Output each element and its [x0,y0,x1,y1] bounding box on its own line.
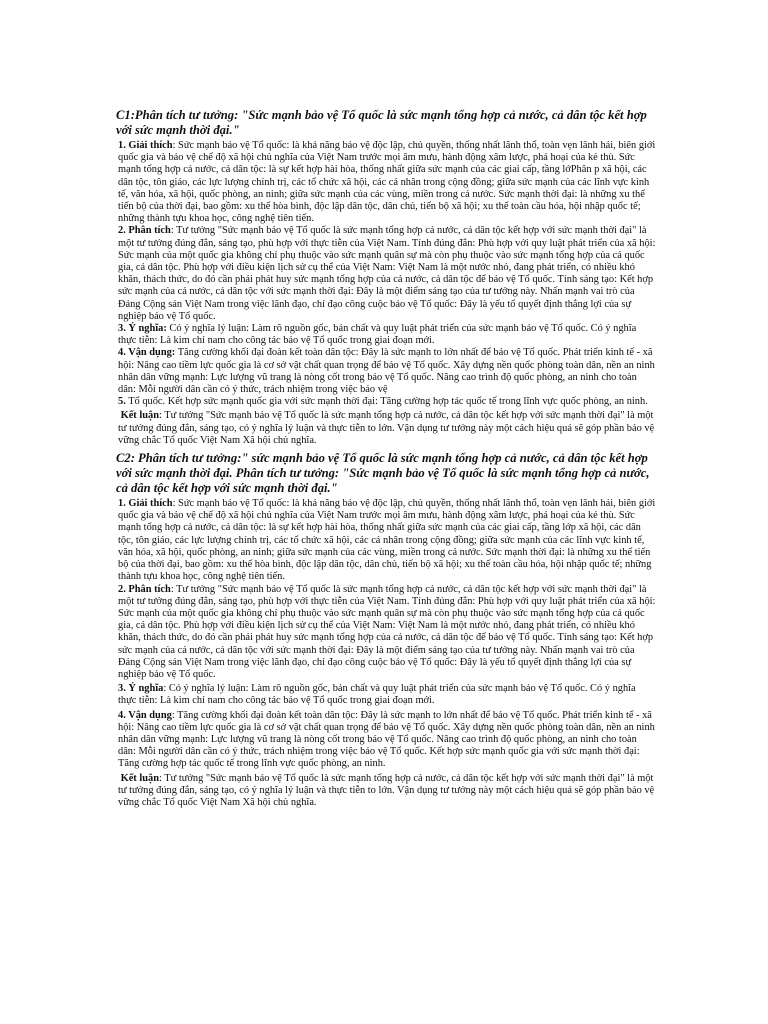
document-page [116,108,656,809]
paragraph-lead: 3. Ý nghĩa [118,683,164,695]
paragraph-point-5 [118,396,656,408]
paragraph-text: : Tư tưởng "Sức mạnh bảo vệ Tổ quốc là sức mạnh tổng hợp cả nước, cả dân tộc kết hợp với sức mạnh thời đại" là một tư tưởng đúng đắn, sáng tạo, có ý nghĩa lý luận và thực tiễn to lớn. Vận dụng tư tưởng này một cách hiệu quả sẽ góp phần bảo vệ vững chắc Tổ quốc Việt Nam Xã hội chủ nghĩa. [118,772,655,808]
section-heading: C1:Phân tích tư tưởng: "Sức mạnh bảo vệ Tổ quốc là sức mạnh tổng hợp cả nước, cả dân tộc kết hợp với sức mạnh thời đại." [116,108,647,137]
paragraph-application [118,710,656,771]
paragraph-lead: 2. Phân tích [118,583,171,595]
paragraph-text: : Tư tưởng "Sức mạnh bảo vệ Tổ quốc là sức mạnh tổng hợp cả nước, cả dân tộc kết hợp với sức mạnh thời đại" là một tư tưởng đúng đắn, sáng tạo, phù hợp với thực tiễn của Việt Nam. Tính đúng đắn: Phù hợp với quy luật phát triển của xã hội: Sức mạnh của một quốc gia không chỉ phụ thuộc vào sức mạnh quân sự mà còn phụ thuộc vào sức mạnh tổng hợp của cả quốc gia, cả dân tộc. Phù hợp với điều kiện lịch sử cụ thể của Việt Nam: Việt Nam là một nước nhỏ, đang phát triển, có nhiều khó khăn, thách thức, do đó cần phải phát huy sức mạnh tổng hợp của cả nước, cả dân tộc để bảo vệ Tổ quốc. Tính sáng tạo: Kết hợp sức mạnh của cả nước, cả dân tộc với sức mạnh thời đại: Đây là một điểm sáng tạo của tư tưởng này. Nhấn mạnh vai trò của Đảng Cộng sản Việt Nam trong việc lãnh đạo, chỉ đạo công cuộc bảo vệ Tổ quốc: Đây là yếu tố quyết định thắng lợi của sự nghiệp bảo vệ Tổ quốc. [118,225,656,322]
paragraph-lead: Kết luận [120,772,160,784]
paragraph-explanation [118,140,656,225]
paragraph-lead: 1. Giải thích [118,140,173,151]
paragraph-lead: 3. Ý nghĩa: [118,323,167,335]
paragraph-application [118,347,656,396]
paragraph-text: Có ý nghĩa lý luận: Làm rõ nguồn gốc, bản chất và quy luật phát triển của sức mạnh bảo vệ Tổ quốc. Có ý nghĩa thực tiễn: Là kim chỉ nam cho công tác bảo vệ Tổ quốc trong giai đoạn mới. [118,323,637,347]
paragraph-conclusion [118,410,656,447]
paragraph-analysis [118,225,656,323]
paragraph-text: : Tư tưởng "Sức mạnh bảo vệ Tổ quốc là sức mạnh tổng hợp cả nước, cả dân tộc kết hợp với sức mạnh thời đại" là một tư tưởng đúng đắn, sáng tạo, có ý nghĩa lý luận và thực tiễn to lớn. Vận dụng tư tưởng này một cách hiệu quả sẽ góp phần bảo vệ vững chắc Tổ quốc Việt Nam Xã hội chủ nghĩa. [118,410,655,446]
paragraph-lead: 4. Vận dụng: [118,347,176,359]
paragraph-text: Tổ quốc. Kết hợp sức mạnh quốc gia với sức mạnh thời đại: Tăng cường hợp tác quốc tế trong lĩnh vực quốc phòng, an ninh. [125,396,648,408]
paragraph-lead: 4. Vận dụng [118,709,172,721]
paragraph-conclusion [118,773,656,810]
paragraph-text: Tăng cường khối đại đoàn kết toàn dân tộc: Đây là sức mạnh to lớn nhất để bảo vệ Tổ quốc. Phát triển kinh tế - xã hội: Nâng cao tiềm lực quốc gia là cơ sở vật chất quan trọng để bảo vệ Tổ quốc. Xây dựng nền quốc phòng toàn dân, nền an ninh nhân dân vững mạnh: Lực lượng vũ trang là nòng cốt trong bảo vệ Tổ quốc. Nâng cao trình độ quốc phòng, an ninh cho toàn dân: Mỗi người dân cần có ý thức, trách nhiệm trong việc bảo vệ [118,347,655,396]
paragraph-lead: Kết luận [120,410,160,422]
paragraph-explanation [118,498,656,583]
section-c2 [116,451,656,809]
paragraph-lead: 2. Phân tích [118,225,171,237]
section-heading: C2: Phân tích tư tưởng:" sức mạnh bảo vệ Tổ quốc là sức mạnh tổng hợp cả nước, cả dân tộc kết hợp với sức mạnh thời đại. Phân tích tư tưởng: "Sức mạnh bảo vệ Tổ quốc là sức mạnh tổng hợp cả nước, cả dân tộc kết hợp với sức mạnh thời đại." [116,451,650,496]
paragraph-meaning [118,323,656,347]
paragraph-text: : Sức mạnh bảo vệ Tổ quốc: là khả năng bảo vệ độc lập, chủ quyền, thống nhất lãnh thổ, toàn vẹn lãnh hải, biên giới quốc gia và bảo vệ chế độ xã hội chủ nghĩa của Việt Nam trước mọi âm mưu, hành động xâm lược, phá hoại của kẻ thù. Sức mạnh tổng hợp cả nước, cả dân tộc: là sự kết hợp hài hòa, thống nhất giữa sức mạnh của các giai cấp, tầng lớp xã hội, các dân tộc, tôn giáo, các lực lượng chính trị, các tổ chức xã hội, các cá nhân trong cộng đồng; giữa sức mạnh của các lĩnh vực kinh tế, văn hóa, xã hội, quốc phòng, an ninh; giữa sức mạnh của các vùng, miền trong cả nước. Sức mạnh thời đại: là những xu thế tiến bộ của thời đại, bao gồm: xu thế hòa bình, độc lập dân tộc, dân chủ, tiến bộ xã hội; xu thế toàn cầu hóa, hội nhập quốc tế; những thành tựu khoa học, công nghệ tiên tiến. [118,498,656,583]
paragraph-text: : Có ý nghĩa lý luận: Làm rõ nguồn gốc, bản chất và quy luật phát triển của sức mạnh bảo vệ Tổ quốc. Có ý nghĩa thực tiễn: Là kim chỉ nam cho công tác bảo vệ Tổ quốc trong giai đoạn mới. [118,683,636,707]
paragraph-text: : Sức mạnh bảo vệ Tổ quốc: là khả năng bảo vệ độc lập, chủ quyền, thống nhất lãnh thổ, toàn vẹn lãnh hải, biên giới quốc gia và bảo vệ chế độ xã hội chủ nghĩa của Việt Nam trước mọi âm mưu, hành động xâm lược, phá hoại của kẻ thù. Sức mạnh tổng hợp cả nước, cả dân tộc: là sự kết hợp hài hòa, thống nhất giữa sức mạnh của các giai cấp, tầng lớPhân p xã hội, các dân tộc, tôn giáo, các lực lượng chính trị, các tổ chức xã hội, các cá nhân trong cộng đồng; giữa sức mạnh của các lĩnh vực kinh tế, văn hóa, xã hội, quốc phòng, an ninh; giữa sức mạnh của các vùng, miền trong cả nước. Sức mạnh thời đại: là những xu thế tiến bộ của thời đại, bao gồm: xu thế hòa bình, độc lập dân tộc, dân chủ, tiến bộ xã hội; xu thế toàn cầu hóa, hội nhập quốc tế; những thành tựu khoa học, công nghệ tiên tiến. [118,140,656,225]
paragraph-lead: 5. [118,396,126,408]
paragraph-meaning [118,683,656,707]
paragraph-text: : Tư tưởng "Sức mạnh bảo vệ Tổ quốc là sức mạnh tổng hợp cả nước, cả dân tộc kết hợp với sức mạnh thời đại" là một tư tưởng đúng đắn, sáng tạo, phù hợp với thực tiễn của Việt Nam. Tính đúng đắn: Phù hợp với quy luật phát triển của xã hội: Sức mạnh của một quốc gia không chỉ phụ thuộc vào sức mạnh quân sự mà còn phụ thuộc vào sức mạnh tổng hợp của cả quốc gia, cả dân tộc. Phù hợp với điều kiện lịch sử cụ thể của Việt Nam: Việt Nam là một nước nhỏ, đang phát triển, có nhiều khó khăn, thách thức, do đó cần phải phát huy sức mạnh tổng hợp của cả nước, cả dân tộc để bảo vệ Tổ quốc. Tính sáng tạo: Kết hợp sức mạnh của cả nước, cả dân tộc với sức mạnh thời đại: Đây là một điểm sáng tạo của tư tưởng này. Nhấn mạnh vai trò của Đảng Cộng sản Việt Nam trong việc lãnh đạo, chỉ đạo công cuộc bảo vệ Tổ quốc: Đây là yếu tố quyết định thắng lợi của sự nghiệp bảo vệ Tổ quốc. [118,583,656,680]
paragraph-lead: 1. Giải thích [118,498,173,510]
paragraph-text: : Tăng cường khối đại đoàn kết toàn dân tộc: Đây là sức mạnh to lớn nhất để bảo vệ Tổ quốc. Phát triển kinh tế - xã hội: Nâng cao tiềm lực quốc gia là cơ sở vật chất quan trọng để bảo vệ Tổ quốc. Xây dựng nền quốc phòng toàn dân, nền an ninh nhân dân vững mạnh: Lực lượng vũ trang là nòng cốt trong bảo vệ Tổ quốc. Nâng cao trình độ quốc phòng, an ninh cho toàn dân: Mỗi người dân cần có ý thức, trách nhiệm trong việc bảo vệ Tổ quốc. Kết hợp sức mạnh quốc gia với sức mạnh thời đại: Tăng cường hợp tác quốc tế trong lĩnh vực quốc phòng, an ninh. [118,709,655,770]
paragraph-analysis [118,584,656,682]
section-c1 [116,108,656,447]
